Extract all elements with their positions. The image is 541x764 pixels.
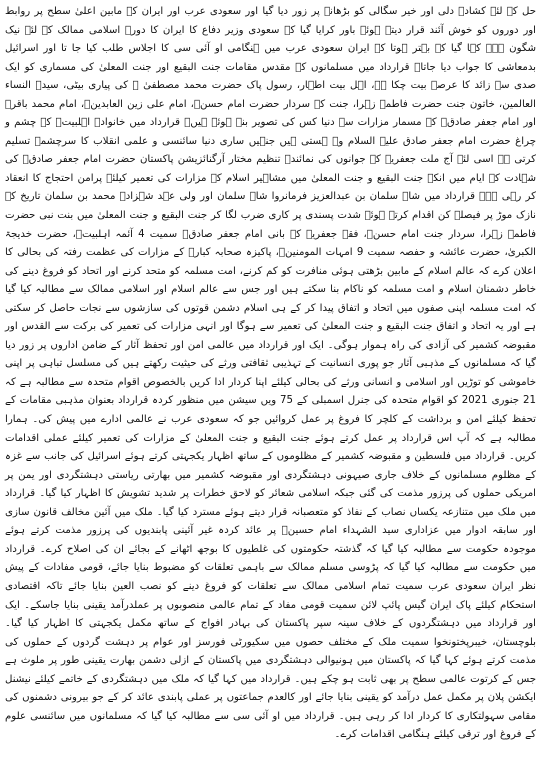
article-body: حل کے لئے کشادہ دلی اور خیر سگالی کو بڑھانے پر زور دیا گیا اور سعودی عرب اور ایران کے مابین اعلیٰ سطح پر روابط اور دوروں کو خوش آئند قرار دیتے ہوئے باور کرایا گیا کہ سعودی وزیر دفاع کا ایران کا دورہ اسلامی ممالک کے لئے نیک شگون ہے۔ کہا گیا کہ بہتر ہوتا کہ ایران سعودی عرب میں ہنگامی او آئی سی کا اجلاس طلب کیا جا تا اور اسرائیل بدمعاشی کا جواب دیا جاتا۔ قرارداد میں مسلمانوں کے مقدس مقامات جنت البقیع اور جنت المعلیٰ کی مسماری کو ایک صدی سے زائد کا عرصہ بیت چکا ہے، اہل بیت اطہار، رسول پاک حضرت محمد مصطفیٰ ﷺ کی پیاری بیٹی، سیدۃ النساء العالمین، خاتون جنت حضرت فاطمہ زہرا، جنت کے سردار حضرت امام حسنؑ، امام علی زین العابدینؑ، امام محمد باقرؑ اور امام جعفر صادقؑ کے مسمار مزارات سے دنیا کس کی تصویر بنے ہوئے ہیں۔ قرارداد میں خانوادہ اہلبیتؑ کے چشم و چراغ حضرت امام جعفر صادق علیہ السلام وہ ہستی ہیں جنہیں ساری دنیا سائنسی و علمی انقلاب کا سرچشمہ تسلیم کرتی ہے اسی لئے آج ملت جعفریہ کے جوانوں کی نمائندہ تنظیم مختار آرگنائزیشن پاکستان حضرت امام جعفر صادقؑ کی شہادت کے ایام میں انکے جنت البقیع و جنت المعلیٰ میں مشاہیر اسلام کے مزارات کی تعمیر کیلئے پرامن احتجاج کا انعقاد کر رہی ہے۔ قرارداد میں شاہ سلمان بن عبدالعزیز فرمانروا شاہ سلمان اور ولی عہد شہزادہ محمد بن سلمان تاریخ کے نازک موڑ پر فیصلہ کن اقدام کرتے ہوئے شدت پسندی پر کاری ضرب لگا کر جنت البقیع و جنت المعلیٰ میں بنت نبی حضرت فاطمہ زہرا، سردار جنت امام حسنؑ، فقہ جعفریہ کے بانی امام جعفر صادقؑ سمیت 4 آئمہ اہلبیتؑ، حضرت خدیجۃ الکبریٰ، حضرت عائشہ و حفصہ سمیت 9 امہات المومنینؓ، پاکیزہ صحابہ کبارؓ کے مزارات کی عظمت رفتہ کی بحالی کا اعلان کرے کہ عالم اسلام کے مابین بڑھتی ہوئی منافرت کو کم کرنے، امت مسلمہ کو متحد کرنے اور اتحاد کو فروغ دینے کی خاطر دشمنان اسلام و امت مسلمہ کو ناکام بنا سکتے ہیں اور جس سے عالم اسلام اور اسلامی ممالک سے مطالبہ کیا گیا کہ امت مسلمہ اپنی صفوں میں اتحاد و اتفاق پیدا کر کے ہی اسلام دشمن قوتوں کی سازشوں سے نجات حاصل کر سکتی ہے اور یہ اتحاد و اتفاق جنت البقیع و جنت المعلیٰ کی تعمیر سے ہوگا اور انہی مزارات کی تعمیر کی برکت سے القدس اور مقبوضہ کشمیر کی آزادی کی راہ ہموار ہوگی۔ ایک اور قرارداد میں عالمی امن اور تحفظ آثار کے ضامن اداروں پر زور دیا گیا کہ مسلمانوں کے مذہبی آثار جو پوری انسانیت کے تہذیبی ثقافتی ورثے کی حیثیت رکھتے ہیں کی مسلسل تباہی پر اپنی خاموشی کو توڑیں اور اسلامی و انسانی ورثے کی بحالی کیلئے اپنا کردار ادا کریں بالخصوص اقوام متحدہ سے مطالبہ ہے کہ 21 جنوری 2021 کو اقوام متحدہ کی جنرل اسمبلی کے 75 ویں سیشن میں منظور کردہ قرارداد بعنوان مذہبی مقامات کے تحفظ کیلئے امن و برداشت کے کلچر کا فروغ پر عمل کروائیں جو کہ سعودی عرب نے عالمی ادارے میں پیش کی۔ ہمارا مطالبہ ہے کہ آپ اس قرارداد پر عمل کرتے ہوئے جنت البقیع و جنت المعلیٰ کے مزارات کی تعمیر کیلئے عملی اقدامات کریں۔ قرارداد میں فلسطین و مقبوضہ کشمیر کے مظلوموں کے ساتھ اظہار یکجہتی کرتے ہوئے اسرائیل کی جانب سے غزہ کے مظلوم مسلمانوں کے خلاف جاری صیہونی دہشتگردی اور مقبوضہ کشمیر میں بھارتی ریاستی دہشتگردی اور یمن پر امریکی حملوں کی پرزور مذمت کی گئی جبکہ اسلامی شعائر کو لاحق خطرات پر شدید تشویش کا اظہار کیا گیا۔ قرارداد میں ملک میں متنازعہ یکساں نصاب کے نفاذ کو متعصبانہ قرار دیتے ہوئے مسترد کیا گیا۔ ملک میں آئین مخالف قانون سازی اور سابقہ ادوار میں عزاداری سید الشہداء امام حسینؑ پر عائد کردہ غیر آئینی پابندیوں کی پرزور مذمت کرتے ہوئے موجودہ حکومت سے مطالبہ کیا گیا کہ گذشتہ حکومتوں کی غلطیوں کا بوجھ اٹھانے کے بجائے ان کی اصلاح کرے۔ قرارداد میں حکومت سے مطالبہ کیا گیا کہ پڑوسی مسلم ممالک سے باہمی تعلقات کو مضبوط بنایا جائے، قومی مفادات کے پیش نظر ایران سعودی عرب سمیت تمام اسلامی ممالک سے تعلقات کو فروغ دینے کو نصب العین بنایا جائے تاکہ اقتصادی استحکام کیلئے پاک ایران گیس پائپ لائن سمیت قومی مفاد کے تمام عالمی منصوبوں پر عملدرآمد یقینی بنایا جاسکے۔ ایک اور قرارداد میں دہشتگردوں کے خلاف سینہ سپر پاکستان کی بہادر افواج کے ساتھ مکمل یکجہتی کا اظہار کیا گیا۔ بلوچستان، خیبرپختونخوا سمیت ملک کے مختلف حصوں میں سکیورٹی فورسز اور عوام پر دہشت گردوں کے حملوں کی مذمت کرتے ہوئے کہا گیا کہ پاکستان میں ہونیوالی دہشتگردی میں پاکستان کے ازلی دشمن بھارت یقینی طور پر ملوث ہے جس کے کرتوت عالمی سطح پر بھی ثابت ہو چکے ہیں۔ قرارداد میں کہا گیا کہ ملک میں دہشتگردی کے خاتمے کیلئے نیشنل ایکشن پلان پر مکمل عمل درآمد کو یقینی بنایا جائے اور کالعدم جماعتوں پر عملی پابندی عائد کر کے جو بیرونی دشمنوں کی مقامی سہولتکاری کا کردار ادا کر رہی ہیں۔ قرارداد میں او آئی سی سے مطالبہ کیا گیا کہ مسلمانوں میں سائنسی علوم کے فروغ اور ترقی کیلئے ہنگامی اقدامات کرے۔	[5, 6, 537, 741]
